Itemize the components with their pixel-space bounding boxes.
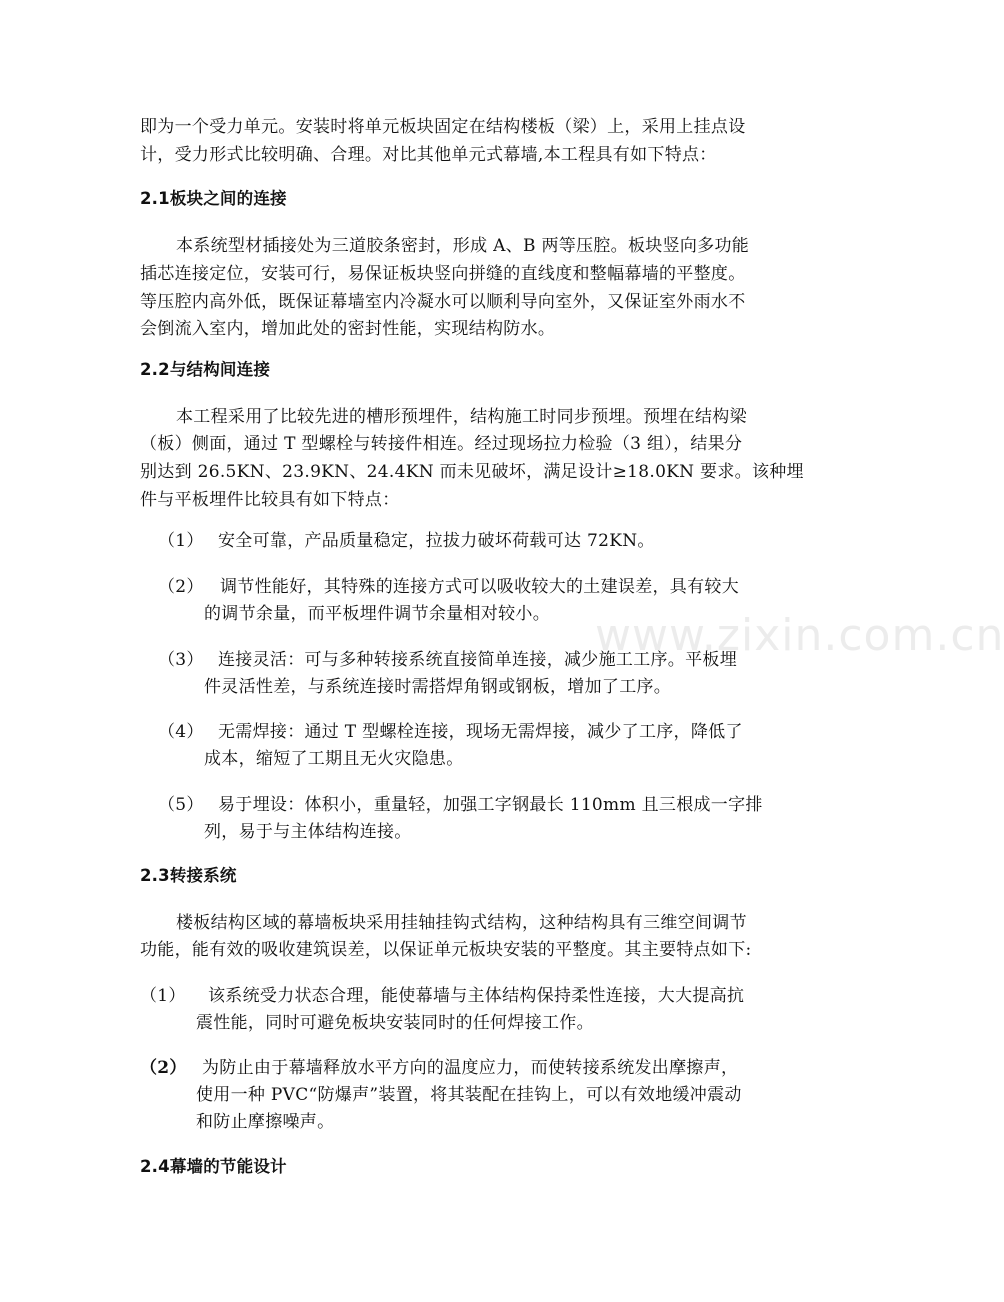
s21-para-line-1: 本系统型材插接处为三道胶条密封，形成 A、B 两等压腔。板块竖向多功能 [176,236,750,256]
s23-item-2-line-1: 为防止由于幕墙释放水平方向的温度应力，而使转接系统发出摩擦声， [202,1058,739,1078]
s23-item-1-number: （1） [140,986,186,1006]
s22-item-5-line-2: 列，易于与主体结构连接。 [204,822,412,842]
s22-item-3-number: （3） [158,650,204,670]
s22-item-4-line-1: 无需焊接：通过 T 型螺栓连接，现场无需焊接，减少了工序，降低了 [218,722,743,742]
s22-para-line-4: 件与平板埋件比较具有如下特点： [140,490,400,510]
intro-line-1: 即为一个受力单元。安装时将单元板块固定在结构楼板（梁）上，采用上挂点设 [140,117,746,137]
section-2-4-heading: 2.4幕墙的节能设计 [140,1157,287,1176]
intro-line-2: 计，受力形式比较明确、合理。对比其他单元式幕墙,本工程具有如下特点： [140,145,717,165]
s21-para-line-3: 等压腔内高外低，既保证幕墙室内冷凝水可以顺利导向室外，又保证室外雨水不 [140,292,746,312]
s23-item-2-line-2: 使用一种 PVC“防爆声”装置，将其装配在挂钩上，可以有效地缓冲震动 [196,1085,742,1105]
s21-para-line-2: 插芯连接定位，安装可行，易保证板块竖向拼缝的直线度和整幅幕墙的平整度。 [140,264,746,284]
watermark: www.zixin.com.cn [595,610,1004,661]
s22-item-2-line-1: 调节性能好，其特殊的连接方式可以吸收较大的土建误差，具有较大 [220,577,739,597]
section-2-3-heading: 2.3转接系统 [140,866,237,885]
s22-para-line-2: （板）侧面，通过 T 型螺栓与转接件相连。经过现场拉力检验（3 组），结果分 [140,434,743,454]
s22-item-1-number: （1） [158,531,204,551]
s22-item-5-number: （5） [158,795,204,815]
s23-para-line-2: 功能，能有效的吸收建筑误差，以保证单元板块安装的平整度。其主要特点如下: [140,940,752,960]
s22-item-1-line-1: 安全可靠，产品质量稳定，拉拔力破坏荷载可达 72KN。 [218,531,655,551]
s23-item-1-line-1: 该系统受力状态合理，能使幕墙与主体结构保持柔性连接，大大提高抗 [208,986,745,1006]
s23-para-line-1: 楼板结构区域的幕墙板块采用挂轴挂钩式结构，这种结构具有三维空间调节 [176,913,747,933]
s22-item-2-number: （2） [158,577,204,597]
s23-item-2-line-3: 和防止摩擦噪声。 [196,1112,335,1132]
section-2-1-heading: 2.1板块之间的连接 [140,189,287,208]
s22-item-5-line-1: 易于埋设：体积小，重量轻，加强工字钢最长 110mm 且三根成一字排 [218,795,763,815]
section-2-2-heading: 2.2与结构间连接 [140,360,271,379]
s22-item-3-line-1: 连接灵活：可与多种转接系统直接简单连接，减少施工工序。平板埋 [218,650,737,670]
s22-item-4-number: （4） [158,722,204,742]
s22-item-2-line-2: 的调节余量，而平板埋件调节余量相对较小。 [204,604,550,624]
s22-item-3-line-2: 件灵活性差，与系统连接时需搭焊角钢或钢板，增加了工序。 [204,677,672,697]
s22-para-line-1: 本工程采用了比较先进的槽形预埋件，结构施工时同步预埋。预埋在结构梁 [176,407,747,427]
s21-para-line-4: 会倒流入室内，增加此处的密封性能，实现结构防水。 [140,319,556,339]
s23-item-1-line-2: 震性能，同时可避免板块安装同时的任何焊接工作。 [196,1013,594,1033]
s22-item-4-line-2: 成本，缩短了工期且无火灾隐患。 [204,749,464,769]
s22-para-line-3: 别达到 26.5KN、23.9KN、24.4KN 而未见破坏，满足设计≥18.0KN 要求。该种埋 [140,462,804,482]
s23-item-2-number: （2） [140,1058,187,1078]
